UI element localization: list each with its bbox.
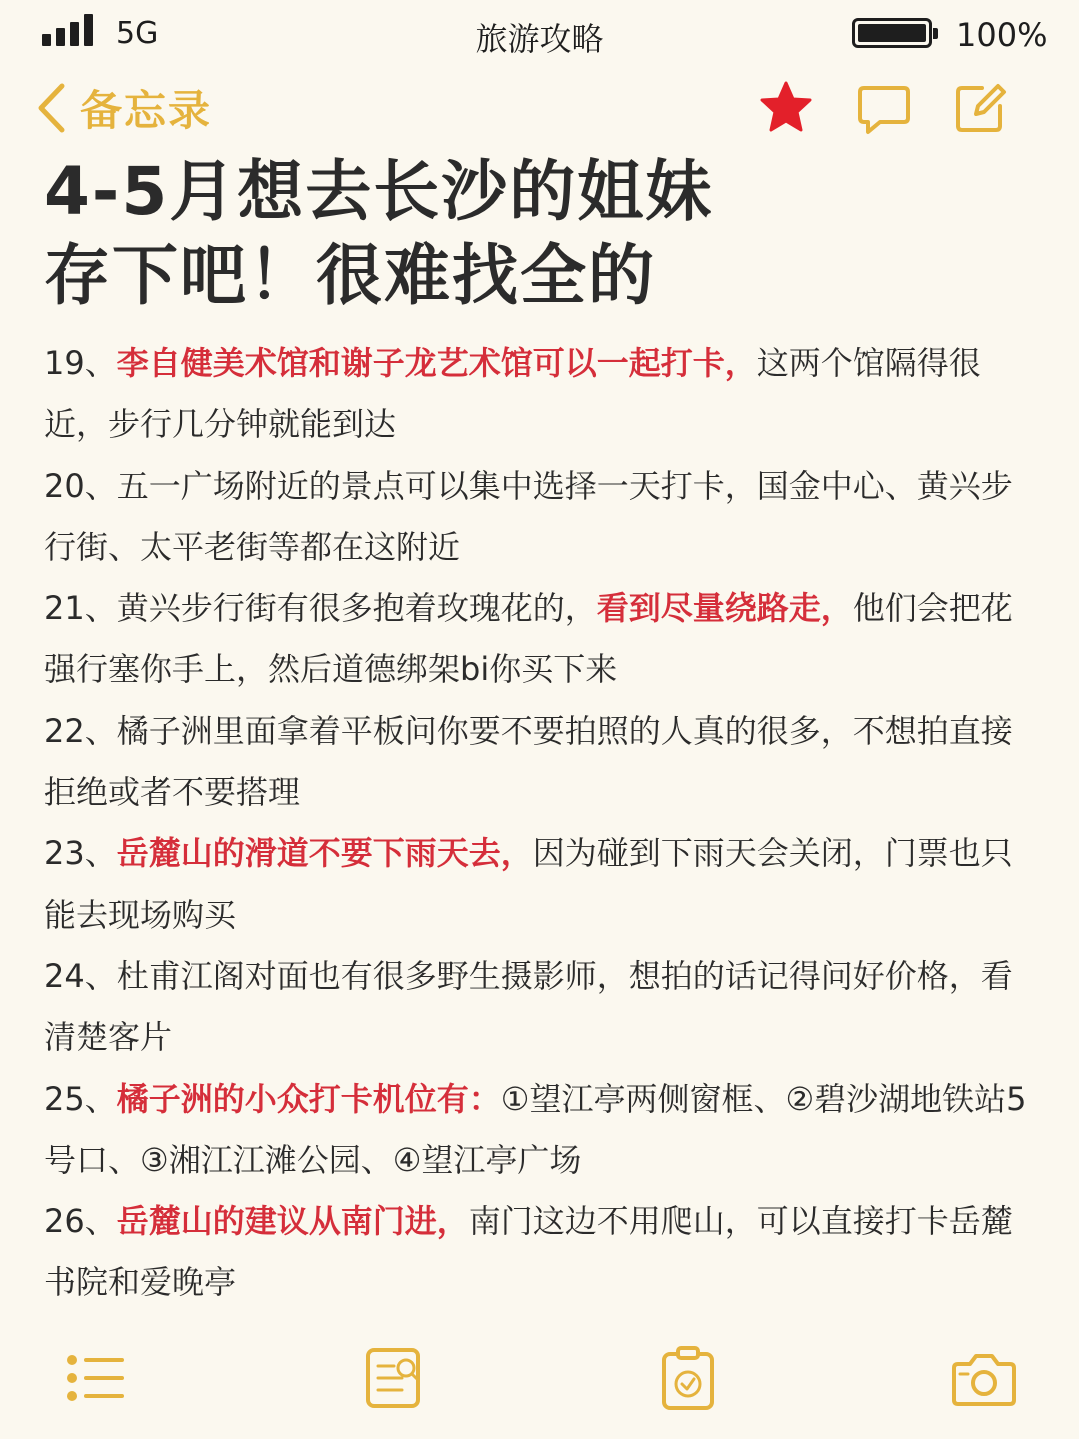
item-number: 25、 bbox=[44, 1079, 117, 1118]
status-title: 旅游攻略 bbox=[475, 20, 604, 58]
camera-icon[interactable] bbox=[952, 1346, 1016, 1410]
title-line-2: 存下吧！很难找全的 bbox=[44, 237, 656, 314]
item-highlight: 岳麓山的建议从南门进， bbox=[116, 1202, 469, 1241]
item-highlight: 看到尽量绕路走， bbox=[596, 589, 853, 628]
clipboard-icon[interactable] bbox=[656, 1346, 720, 1410]
item-text: 杜甫江阁对面也有很多野生摄影师，想拍的话记得问好价格，看清楚客片 bbox=[44, 956, 1013, 1057]
chat-icon[interactable] bbox=[856, 80, 912, 136]
item-number: 20、 bbox=[44, 466, 117, 505]
list-item bbox=[44, 946, 1034, 1069]
bottom-toolbar bbox=[0, 1340, 1079, 1420]
battery-percent: 100% bbox=[956, 16, 1048, 54]
item-text: 他们会把花强行塞你手上，然后道德绑架bi你买下来 bbox=[44, 589, 1013, 689]
item-number: 23、 bbox=[44, 834, 117, 873]
list-item bbox=[44, 1069, 1034, 1192]
checklist-icon[interactable] bbox=[362, 1346, 426, 1410]
list-icon[interactable] bbox=[62, 1346, 126, 1410]
item-highlight: 岳麓山的滑道不要下雨天去， bbox=[116, 834, 533, 873]
status-bar bbox=[0, 0, 1079, 70]
list-item bbox=[44, 1191, 1034, 1314]
item-number: 22、 bbox=[44, 711, 117, 750]
item-highlight: 橘子洲的小众打卡机位有： bbox=[116, 1079, 501, 1118]
title-line-1: 4-5月想去长沙的姐妹 bbox=[44, 153, 714, 230]
item-number: 21、 bbox=[44, 589, 117, 628]
item-number: 24、 bbox=[44, 956, 117, 995]
note-content[interactable] bbox=[44, 333, 1034, 1314]
item-text: 这两个馆隔得很近，步行几分钟就能到达 bbox=[44, 344, 981, 444]
list-item bbox=[44, 456, 1034, 579]
star-icon[interactable] bbox=[758, 80, 814, 136]
list-item bbox=[44, 578, 1034, 701]
battery-icon bbox=[852, 18, 932, 48]
list-item bbox=[44, 701, 1034, 824]
item-text: 南门这边不用爬山，可以直接打卡岳麓书院和爱晚亭 bbox=[44, 1202, 1013, 1302]
item-text: 因为碰到下雨天会关闭，门票也只能去现场购买 bbox=[44, 834, 1013, 934]
item-highlight: 李自健美术馆和谢子龙艺术馆可以一起打卡， bbox=[116, 344, 757, 382]
item-number: 19、 bbox=[44, 344, 117, 382]
item-number: 26、 bbox=[44, 1202, 117, 1241]
edit-icon[interactable] bbox=[952, 80, 1008, 136]
back-label: 备忘录 bbox=[80, 86, 213, 135]
item-text: ①望江亭两侧窗框、②碧沙湖地铁站5号口、③湘江江滩公园、④望江亭广场 bbox=[44, 1079, 1027, 1179]
page-title bbox=[44, 150, 713, 318]
chevron-left-icon bbox=[36, 83, 66, 133]
item-text: 五一广场附近的景点可以集中选择一天打卡，国金中心、黄兴步行街、太平老街等都在这附近 bbox=[44, 466, 1013, 566]
nav-bar bbox=[0, 70, 1079, 145]
item-text: 橘子洲里面拿着平板问你要不要拍照的人真的很多，不想拍直接拒绝或者不要搭理 bbox=[44, 711, 1013, 812]
network-label: 5G bbox=[116, 16, 159, 51]
list-item bbox=[44, 823, 1034, 946]
list-item bbox=[44, 333, 1034, 456]
battery-fill bbox=[858, 24, 926, 42]
item-text: 黄兴步行街有很多抱着玫瑰花的， bbox=[116, 589, 597, 628]
back-button[interactable] bbox=[36, 78, 212, 138]
